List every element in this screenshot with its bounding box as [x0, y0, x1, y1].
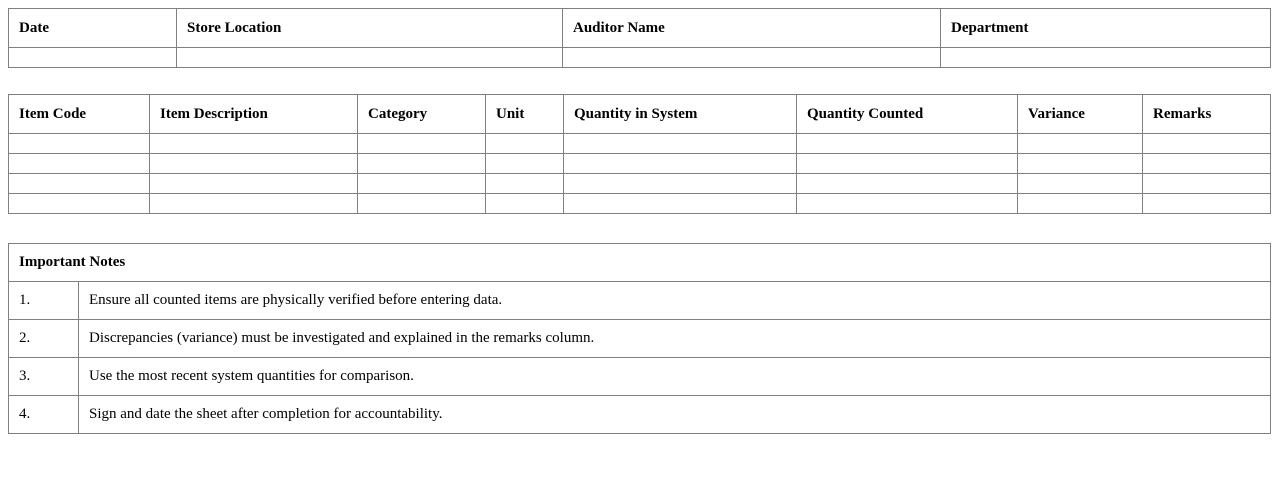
note-number: 1.	[9, 282, 79, 320]
list-item	[9, 358, 1271, 396]
auditor-name-cell[interactable]	[563, 48, 941, 68]
header-entry-row	[9, 48, 1271, 68]
item-code-cell[interactable]	[9, 154, 150, 174]
store-location-cell[interactable]	[177, 48, 563, 68]
remarks-cell[interactable]	[1143, 154, 1271, 174]
remarks-cell[interactable]	[1143, 134, 1271, 154]
quantity-in-system-cell[interactable]	[564, 154, 797, 174]
table-row	[9, 134, 1271, 154]
note-text: Ensure all counted items are physically verified before entering data.	[79, 282, 1271, 320]
quantity-counted-cell[interactable]	[797, 154, 1018, 174]
unit-cell[interactable]	[486, 194, 564, 214]
list-item	[9, 320, 1271, 358]
variance-cell[interactable]	[1018, 194, 1143, 214]
item-code-cell[interactable]	[9, 174, 150, 194]
variance-header: Variance	[1018, 95, 1143, 134]
table-row	[9, 154, 1271, 174]
remarks-cell[interactable]	[1143, 174, 1271, 194]
quantity-in-system-cell[interactable]	[564, 134, 797, 154]
item-description-header: Item Description	[150, 95, 358, 134]
item-description-cell[interactable]	[150, 134, 358, 154]
department-cell[interactable]	[941, 48, 1271, 68]
note-text: Sign and date the sheet after completion for accountability.	[79, 396, 1271, 434]
quantity-in-system-header: Quantity in System	[564, 95, 797, 134]
category-cell[interactable]	[358, 174, 486, 194]
unit-header: Unit	[486, 95, 564, 134]
store-location-header: Store Location	[177, 9, 563, 48]
date-header: Date	[9, 9, 177, 48]
unit-cell[interactable]	[486, 154, 564, 174]
table-row	[9, 194, 1271, 214]
quantity-counted-header: Quantity Counted	[797, 95, 1018, 134]
unit-cell[interactable]	[486, 134, 564, 154]
category-cell[interactable]	[358, 154, 486, 174]
item-description-cell[interactable]	[150, 194, 358, 214]
item-code-header: Item Code	[9, 95, 150, 134]
variance-cell[interactable]	[1018, 154, 1143, 174]
inventory-items-table	[8, 94, 1271, 214]
item-code-cell[interactable]	[9, 134, 150, 154]
notes-title-row	[9, 244, 1271, 282]
variance-cell[interactable]	[1018, 134, 1143, 154]
quantity-counted-cell[interactable]	[797, 174, 1018, 194]
quantity-in-system-cell[interactable]	[564, 174, 797, 194]
note-text: Use the most recent system quantities for comparison.	[79, 358, 1271, 396]
category-cell[interactable]	[358, 134, 486, 154]
category-header: Category	[358, 95, 486, 134]
table-row	[9, 174, 1271, 194]
note-text: Discrepancies (variance) must be investigated and explained in the remarks column.	[79, 320, 1271, 358]
item-description-cell[interactable]	[150, 154, 358, 174]
unit-cell[interactable]	[486, 174, 564, 194]
remarks-header: Remarks	[1143, 95, 1271, 134]
notes-title: Important Notes	[9, 244, 1271, 282]
remarks-cell[interactable]	[1143, 194, 1271, 214]
quantity-counted-cell[interactable]	[797, 194, 1018, 214]
note-number: 4.	[9, 396, 79, 434]
items-header-row	[9, 95, 1271, 134]
header-row	[9, 9, 1271, 48]
item-description-cell[interactable]	[150, 174, 358, 194]
quantity-in-system-cell[interactable]	[564, 194, 797, 214]
list-item	[9, 396, 1271, 434]
audit-header-table	[8, 8, 1271, 68]
important-notes-table	[8, 243, 1271, 434]
quantity-counted-cell[interactable]	[797, 134, 1018, 154]
department-header: Department	[941, 9, 1271, 48]
variance-cell[interactable]	[1018, 174, 1143, 194]
list-item	[9, 282, 1271, 320]
date-cell[interactable]	[9, 48, 177, 68]
auditor-name-header: Auditor Name	[563, 9, 941, 48]
item-code-cell[interactable]	[9, 194, 150, 214]
note-number: 2.	[9, 320, 79, 358]
note-number: 3.	[9, 358, 79, 396]
category-cell[interactable]	[358, 194, 486, 214]
